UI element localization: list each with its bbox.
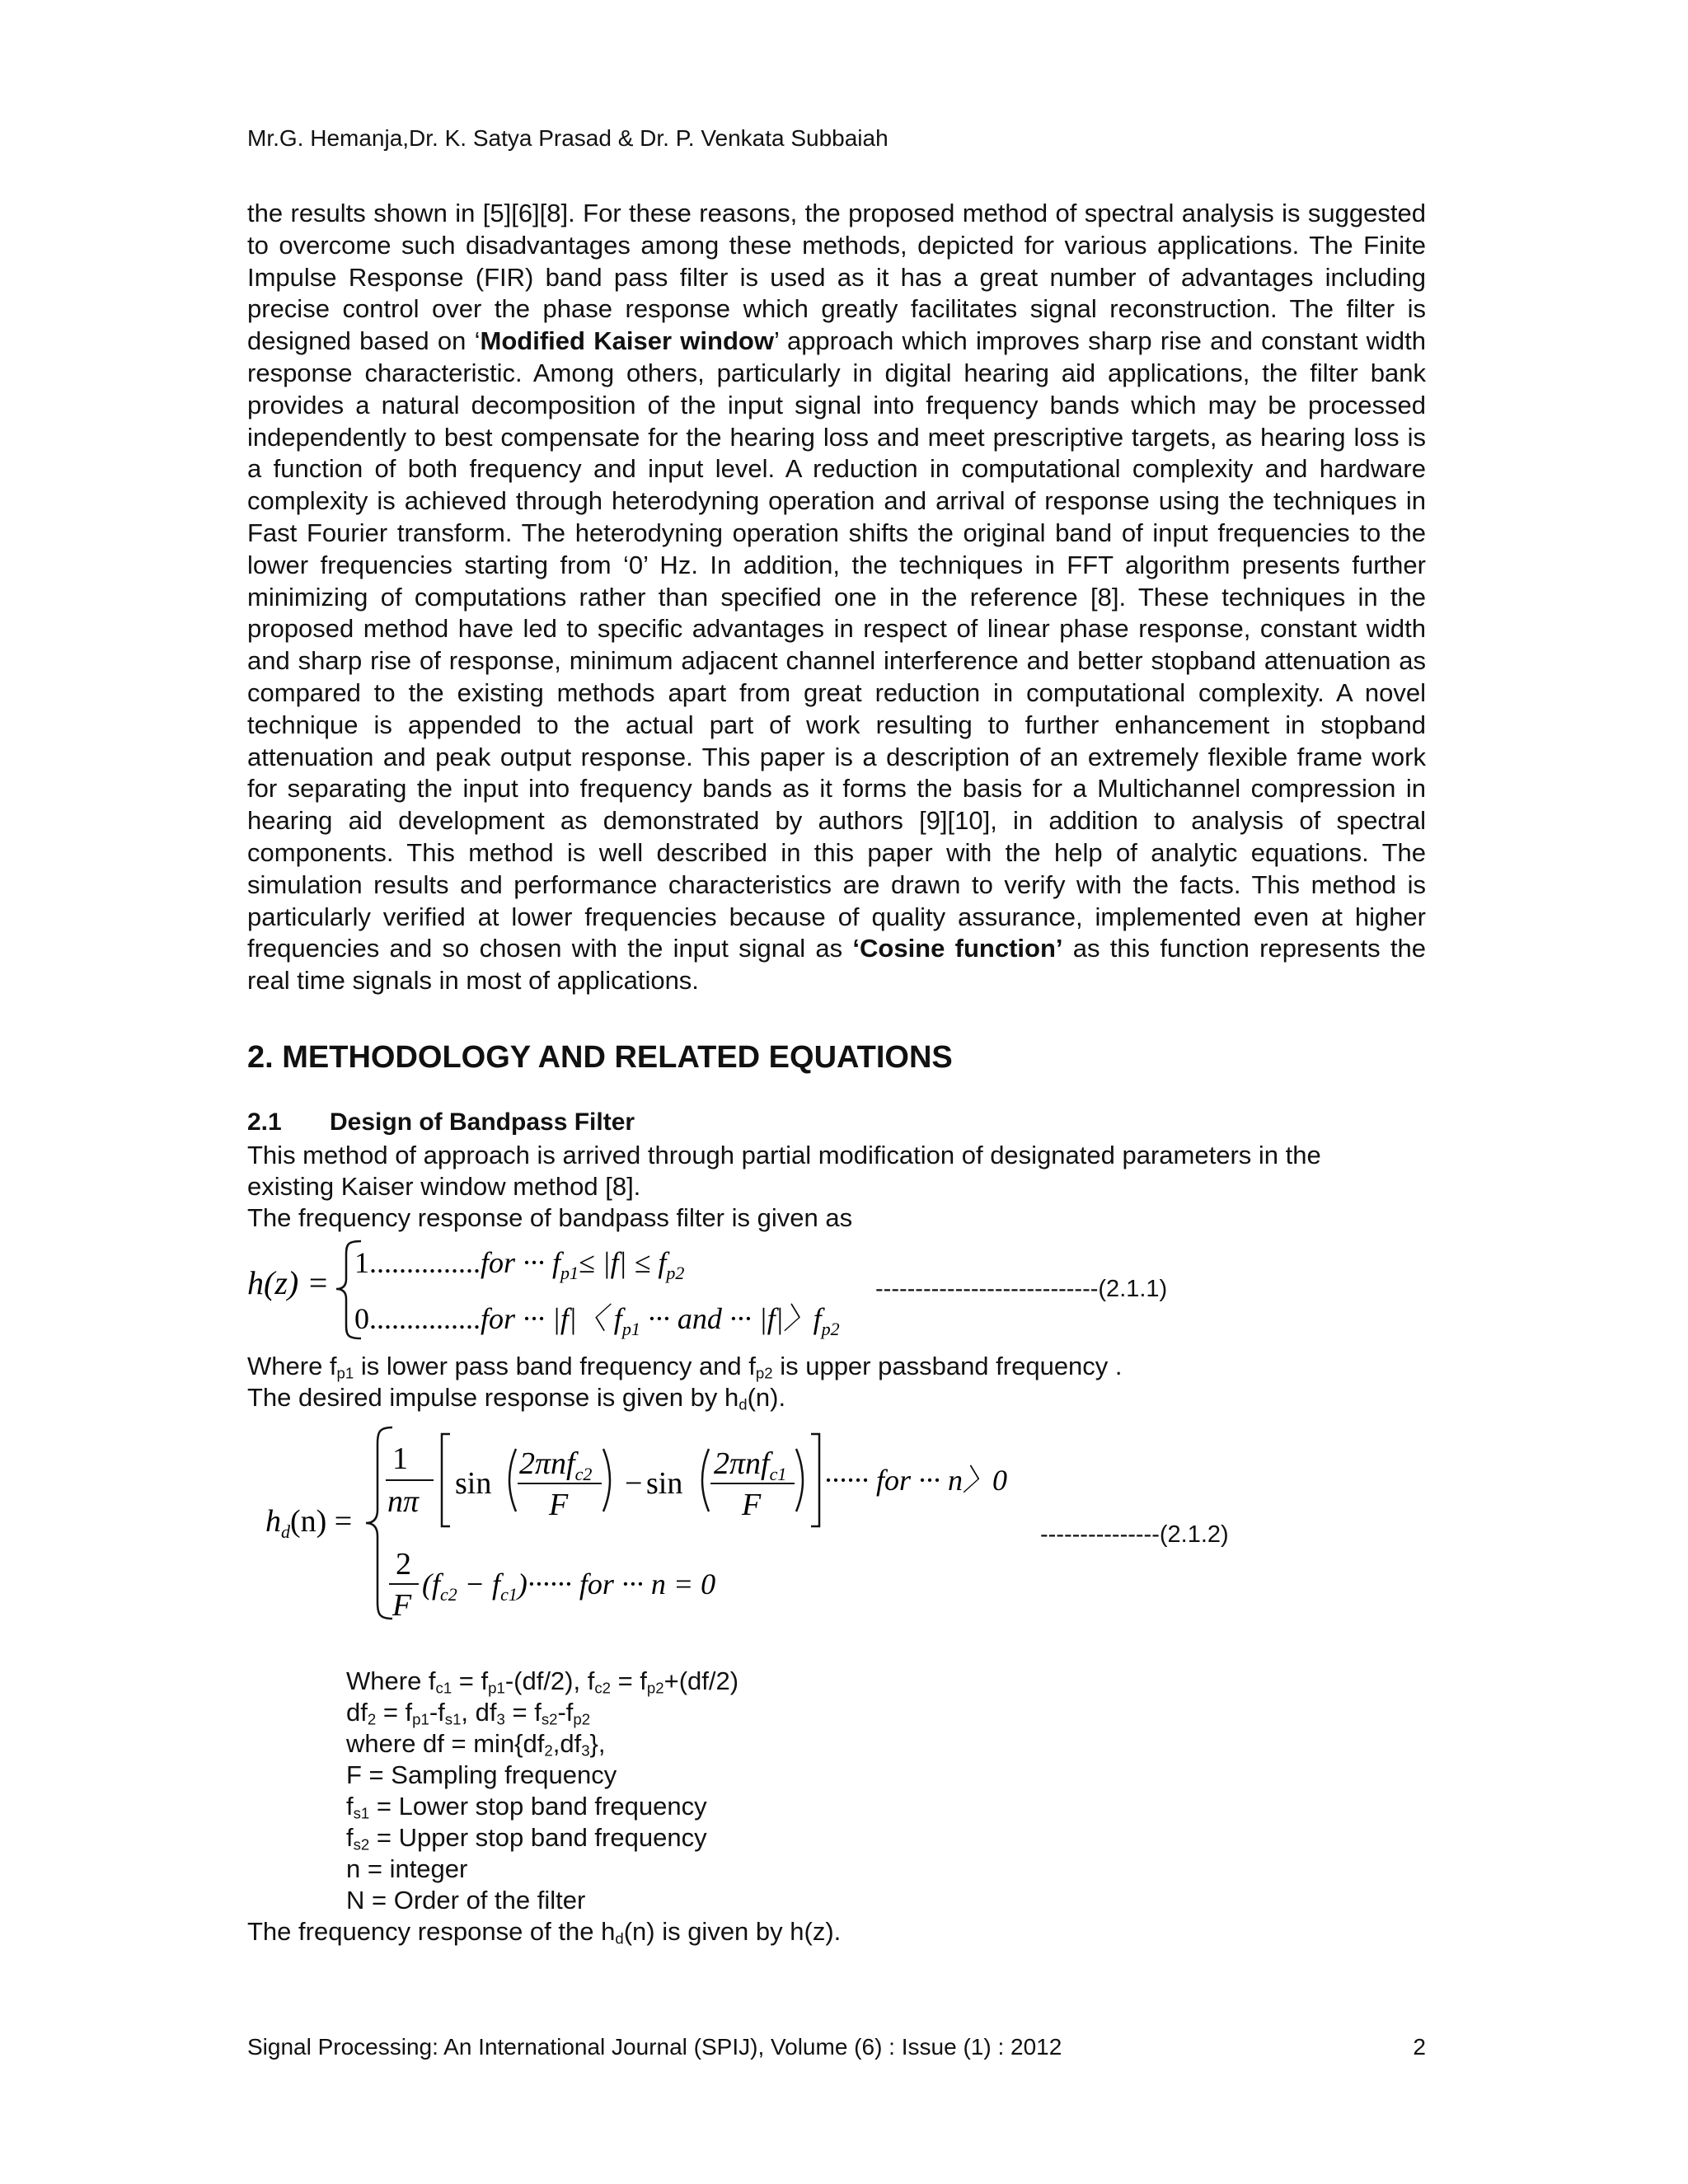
subsection-heading [247, 1108, 635, 1137]
eq2-sin-2: sin [646, 1466, 683, 1501]
page-footer [247, 2034, 1426, 2060]
eq2-minus: − [625, 1466, 643, 1501]
def-fs1: $f_{s1}$ = Lower stop band frequency [346, 1792, 707, 1822]
eq2-one: 1 [392, 1441, 408, 1476]
eq2-paren [702, 1449, 709, 1511]
def-fc: Where $f_{c1} = f_{p1}-(df/2)$, $f_{c2} = f_{p2}+(df/2)$ [346, 1666, 739, 1697]
subsection-number: 2.1 [247, 1108, 282, 1136]
paragraph-text: the results shown in [5][6][8]. For these reasons, the proposed method of spectral analysis is suggested to overcome such disadvantages among these methods, depicted for various applications. The Finite Impulse Response (FIR) band pass filter is used as it has a great number of advantages including precise control over the phase response which greatly facilitates signal reconstruction. The filter is designed based on ‘ [247, 199, 1426, 356]
eq2-lhs: $h_d(n)$ = [265, 1504, 353, 1542]
eq2-left-brace [366, 1427, 392, 1619]
eq2-den-2: F [742, 1488, 762, 1522]
def-n: n = integer [346, 1854, 468, 1883]
body-paragraph [247, 198, 1426, 997]
subsection-title: Design of Bandpass Filter [330, 1108, 635, 1136]
eq2-row2: $(f_{c2} - f_{c1})\cdot\cdot\cdot\cdot\cdot\cdot$ for ··· n = 0 [422, 1568, 716, 1605]
eq2-paren [796, 1449, 803, 1511]
equation-2-1-1 [244, 1233, 903, 1345]
emphasis-modified-kaiser: Modified Kaiser window [480, 326, 774, 356]
def-df-min: where df = $\min\{df_2,df_3\}$, [346, 1729, 606, 1760]
eq2-paren [603, 1449, 610, 1511]
where-fp-line: Where $f_{p1}$ is lower pass band frequency and $f_{p2}$ is upper passband frequency . [247, 1352, 1123, 1382]
eq2-left-bracket [442, 1434, 450, 1526]
intro-line-3: The frequency response of bandpass filter is given as [247, 1203, 853, 1232]
eq2-right-bracket [811, 1434, 819, 1526]
paragraph-text: as this function represents the real time signals in most of applications. [247, 934, 1427, 996]
def-df: $df_2 = f_{p1}-f_{s1}$, $df_3 = f_{s2}-f_{p2}$ [346, 1698, 591, 1728]
eq2-cond-1: ······ for ··· n〉0 [824, 1464, 1008, 1497]
eq2-num-1: 2πnf$_{c2}$ [519, 1446, 593, 1484]
equation-2-1-2 [247, 1419, 1039, 1633]
eq2-num-2: 2πnf$_{c1}$ [714, 1446, 787, 1484]
emphasis-cosine-function: ‘Cosine function’ [852, 934, 1063, 963]
eq2-sin-1: sin [455, 1466, 492, 1501]
intro-line-1: This method of approach is arrived through partial modification of designated parameters in the [247, 1141, 1321, 1169]
eq1-row1: 1...............for ··· $f_{p1}\le |f| \le f_{p2}$ [354, 1246, 685, 1283]
def-fs2: $f_{s2}$ = Upper stop band frequency [346, 1823, 707, 1854]
eq2-npi: nπ [387, 1484, 420, 1519]
paragraph-text: ’ approach which improves sharp rise and constant width response characteristic. Among others, particularly in digital hearing aid applications, the filter bank provides a natural decomposition of the input signal into frequency bands which may be processed independently to best compensate for the hearing loss and meet prescriptive targets, as hearing loss is a function of both frequency and input level. A reduction in computational complexity and hardware complexity is achieved through heterodyning operation and arrival of response using the techniques in Fast Fourier transform. The heterodyning operation shifts the original band of input frequencies to the lower frequencies starting from ‘0’ Hz. In addition, the techniques in FFT algorithm presents further minimizing of computations rather than specified one in the reference [8]. These techniques in the proposed method have led to specific advantages in respect of linear phase response, constant width and sharp rise of response, minimum adjacent channel interference and better stopband attenuation as compared to the existing methods apart from great reduction in computational complexity. A novel technique is appended to the actual part of work resulting to further enhancement in stopband attenuation and peak output response. This paper is a description of an extremely flexible frame work for separating the input into frequency bands as it forms the basis for a Multichannel compression in hearing aid development as demonstrated by authors [9][10], in addition to analysis of spectral components. This method is well described in this paper with the help of analytic equations. The simulation results and performance characteristics are drawn to verify with the facts. This method is particularly verified at lower frequencies because of quality assurance, implemented even at higher frequencies and so chosen with the input signal as [247, 326, 1426, 963]
eq2-paren [509, 1449, 516, 1511]
page-number: 2 [1413, 2034, 1426, 2060]
def-N: N = Order of the filter [346, 1886, 586, 1915]
equation-label-2-1-2: ---------------(2.1.2) [1040, 1521, 1229, 1548]
running-header: Mr.G. Hemanja,Dr. K. Satya Prasad & Dr. P. Venkata Subbaiah [247, 125, 889, 151]
eq2-two: 2 [396, 1547, 411, 1582]
def-sampling: F = Sampling frequency [346, 1760, 617, 1789]
desired-impulse-line: The desired impulse response is given by $h_d(n)$. [247, 1383, 786, 1413]
section-heading: 2. METHODOLOGY AND RELATED EQUATIONS [247, 1040, 953, 1075]
eq2-den-1: F [549, 1488, 569, 1522]
closing-line: The frequency response of the $h_d(n)$ is given by h(z). [247, 1917, 842, 1947]
intro-line-2: existing Kaiser window method [8]. [247, 1172, 641, 1201]
eq1-lhs: h(z) = [247, 1264, 330, 1301]
equation-label-2-1-1: ----------------------------(2.1.1) [875, 1276, 1168, 1302]
eq1-row2: 0...............for ··· |f|〈 $f_{p1}$ ··· and ··· |f|〉$f_{p2}$ [354, 1302, 840, 1339]
journal-citation: Signal Processing: An International Journal (SPIJ), Volume (6) : Issue (1) : 2012 [247, 2034, 1062, 2060]
eq2-F: F [392, 1588, 412, 1623]
